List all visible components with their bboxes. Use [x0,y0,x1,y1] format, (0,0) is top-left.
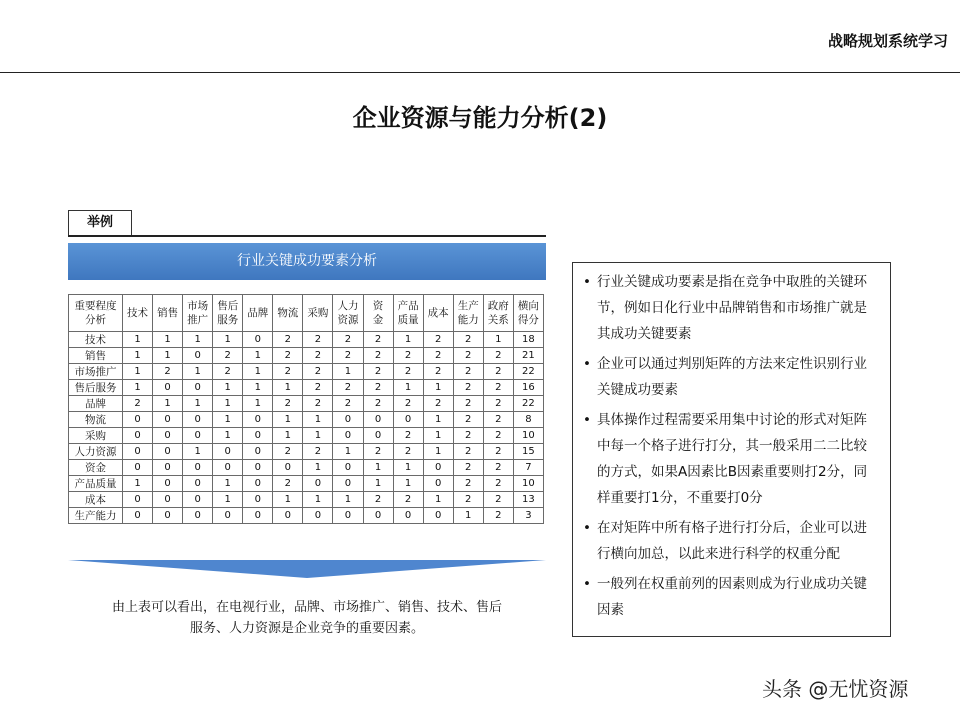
importance-matrix [68,294,544,524]
matrix-cell: 1 [183,364,213,380]
matrix-cell: 2 [213,348,243,364]
matrix-row [69,396,544,412]
matrix-cell: 1 [243,364,273,380]
matrix-cell: 2 [393,444,423,460]
column-header-text: 成本 [427,307,449,319]
bullet-text: 行业关键成功要素是指在竞争中取胜的关键环节，例如日化行业中品牌销售和市场推广就是其成功关键要素 [597,274,867,342]
matrix-cell: 0 [423,460,453,476]
example-tag: 举例 [68,210,132,235]
matrix-cell: 0 [153,428,183,444]
matrix-cell: 2 [453,444,483,460]
matrix-cell: 2 [363,396,393,412]
column-header-text: 销售 [157,307,179,319]
matrix-cell: 2 [273,476,303,492]
column-header-text: 资 [372,300,384,312]
matrix-cell: 2 [453,332,483,348]
matrix-cell: 0 [123,492,153,508]
matrix-cell: 1 [213,396,243,412]
matrix-column-header [513,295,543,332]
matrix-column-header [393,295,423,332]
bullet-dot-icon: • [583,576,591,592]
matrix-cell: 0 [213,460,243,476]
matrix-corner-cell [69,295,123,332]
matrix-cell: 1 [483,332,513,348]
matrix-cell: 2 [123,396,153,412]
explanation-bullet [583,571,880,623]
matrix-cell: 1 [273,428,303,444]
matrix-cell: 2 [483,380,513,396]
matrix-cell: 1 [243,396,273,412]
matrix-cell: 1 [213,332,243,348]
matrix-column-header [303,295,333,332]
corner-line-1: 重要程度 [74,300,117,312]
matrix-cell: 2 [333,396,363,412]
matrix-column-header [453,295,483,332]
matrix-cell: 2 [303,332,333,348]
matrix-cell: 0 [243,332,273,348]
matrix-cell: 2 [393,492,423,508]
matrix-row-label: 采购 [69,428,123,444]
corner-line-2: 分析 [85,314,106,326]
matrix-cell: 1 [153,332,183,348]
header-divider [0,72,960,73]
matrix-cell: 1 [243,380,273,396]
matrix-cell: 2 [303,364,333,380]
matrix-cell: 0 [363,412,393,428]
matrix-cell: 0 [213,444,243,460]
matrix-row [69,492,544,508]
matrix-cell: 2 [483,444,513,460]
matrix-cell: 2 [453,380,483,396]
matrix-cell: 0 [153,508,183,524]
matrix-cell: 1 [303,412,333,428]
matrix-cell: 0 [183,460,213,476]
bullet-text: 具体操作过程需要采用集中讨论的形式对矩阵中每一个格子进行打分，其一般采用二二比较的方式，如果A因素比B因素重要则打2分，同样重要打1分，不重要打0分 [597,412,868,506]
matrix-column-header [273,295,303,332]
matrix-cell: 0 [183,492,213,508]
matrix-cell: 1 [423,380,453,396]
matrix-row [69,460,544,476]
matrix-cell: 1 [183,396,213,412]
column-header-text: 质量 [397,314,419,326]
conclusion-line-2: 服务、人力资源是企业竞争的重要因素。 [189,621,424,636]
matrix-row [69,508,544,524]
matrix-cell: 2 [423,332,453,348]
matrix-cell: 2 [363,348,393,364]
matrix-cell: 1 [303,492,333,508]
matrix-cell: 2 [453,428,483,444]
matrix-cell: 0 [243,412,273,428]
matrix-row [69,412,544,428]
matrix-cell: 2 [483,508,513,524]
matrix-cell: 1 [273,492,303,508]
bullet-dot-icon: • [583,412,591,428]
matrix-cell: 0 [423,508,453,524]
matrix-cell: 0 [393,508,423,524]
matrix-cell: 1 [213,428,243,444]
explanation-bullet [583,269,880,347]
matrix-cell: 2 [483,476,513,492]
matrix-score-cell: 22 [513,396,543,412]
matrix-cell: 0 [243,508,273,524]
matrix-row-label: 生产能力 [69,508,123,524]
column-header-text: 市场 [187,300,209,312]
matrix-column-header [363,295,393,332]
matrix-score-cell: 8 [513,412,543,428]
bullet-text: 企业可以通过判别矩阵的方法来定性识别行业关键成功要素 [597,356,867,398]
bullet-text: 在对矩阵中所有格子进行打分后，企业可以进行横向加总，以此来进行科学的权重分配 [597,520,867,562]
matrix-cell: 1 [213,492,243,508]
matrix-cell: 1 [213,476,243,492]
matrix-cell: 1 [333,444,363,460]
matrix-cell: 0 [183,380,213,396]
matrix-score-cell: 16 [513,380,543,396]
matrix-score-cell: 13 [513,492,543,508]
matrix-column-header [183,295,213,332]
matrix-cell: 0 [363,508,393,524]
matrix-cell: 0 [213,508,243,524]
matrix-cell: 0 [183,348,213,364]
matrix-cell: 2 [303,380,333,396]
matrix-cell: 0 [303,476,333,492]
matrix-cell: 0 [273,508,303,524]
matrix-column-header [243,295,273,332]
column-header-text: 资源 [337,314,359,326]
matrix-cell: 0 [123,444,153,460]
matrix-cell: 1 [273,380,303,396]
matrix-cell: 2 [153,364,183,380]
matrix-score-cell: 10 [513,428,543,444]
matrix-cell: 2 [453,492,483,508]
matrix-cell: 1 [393,476,423,492]
matrix-cell: 2 [483,492,513,508]
matrix-cell: 0 [333,412,363,428]
matrix-row-label: 物流 [69,412,123,428]
matrix-cell: 2 [423,364,453,380]
matrix-row [69,348,544,364]
matrix-cell: 2 [273,332,303,348]
matrix-cell: 2 [363,380,393,396]
column-header-text: 政府 [487,300,509,312]
matrix-cell: 2 [303,444,333,460]
matrix-cell: 0 [273,460,303,476]
matrix-cell: 1 [183,332,213,348]
matrix-cell: 2 [393,348,423,364]
matrix-cell: 0 [303,508,333,524]
matrix-row [69,428,544,444]
column-header-text: 售后 [217,300,239,312]
matrix-cell: 0 [243,460,273,476]
matrix-row-label: 资金 [69,460,123,476]
matrix-cell: 0 [123,412,153,428]
matrix-cell: 2 [483,348,513,364]
matrix-cell: 2 [393,364,423,380]
matrix-cell: 1 [423,412,453,428]
matrix-cell: 2 [273,396,303,412]
matrix-cell: 2 [363,444,393,460]
matrix-cell: 0 [123,508,153,524]
matrix-score-cell: 15 [513,444,543,460]
explanation-bullet [583,407,880,511]
matrix-cell: 1 [123,332,153,348]
page-title: 企业资源与能力分析(2) [352,104,608,132]
matrix-row-label: 售后服务 [69,380,123,396]
matrix-cell: 0 [153,492,183,508]
matrix-column-header [423,295,453,332]
matrix-cell: 0 [333,476,363,492]
matrix-cell: 1 [213,380,243,396]
matrix-row [69,476,544,492]
column-header-text: 推广 [187,314,209,326]
column-header-text: 人力 [337,300,359,312]
matrix-row [69,332,544,348]
matrix-cell: 2 [453,460,483,476]
matrix-cell: 0 [153,460,183,476]
matrix-cell: 0 [333,428,363,444]
matrix-cell: 1 [123,364,153,380]
matrix-cell: 2 [393,396,423,412]
matrix-score-cell: 10 [513,476,543,492]
matrix-column-header [483,295,513,332]
conclusion-text [68,597,546,639]
bullet-dot-icon: • [583,356,591,372]
matrix-cell: 0 [153,412,183,428]
matrix-row [69,380,544,396]
matrix-cell: 2 [453,364,483,380]
matrix-cell: 1 [123,476,153,492]
column-header-text: 生产 [457,300,479,312]
matrix-cell: 1 [123,348,153,364]
matrix-cell: 2 [453,396,483,412]
matrix-score-cell: 21 [513,348,543,364]
matrix-cell: 0 [153,444,183,460]
matrix-cell: 2 [483,412,513,428]
example-tag-underline [68,235,546,237]
matrix-cell: 2 [273,348,303,364]
matrix-row-label: 市场推广 [69,364,123,380]
matrix-cell: 0 [363,428,393,444]
matrix-column-header [333,295,363,332]
matrix-cell: 1 [303,460,333,476]
matrix-cell: 1 [393,380,423,396]
matrix-cell: 0 [153,476,183,492]
matrix-cell: 0 [423,476,453,492]
column-header-text: 得分 [517,314,539,326]
matrix-cell: 1 [363,460,393,476]
matrix-score-cell: 18 [513,332,543,348]
matrix-cell: 1 [453,508,483,524]
matrix-cell: 0 [183,476,213,492]
matrix-cell: 1 [153,396,183,412]
matrix-cell: 2 [303,396,333,412]
matrix-cell: 0 [333,508,363,524]
matrix-cell: 1 [423,492,453,508]
matrix-cell: 1 [423,428,453,444]
bullet-dot-icon: • [583,520,591,536]
matrix-cell: 1 [153,348,183,364]
bullet-dot-icon: • [583,274,591,290]
matrix-row-label: 产品质量 [69,476,123,492]
matrix-cell: 1 [303,428,333,444]
matrix-banner: 行业关键成功要素分析 [68,243,546,280]
watermark: 头条 @无忧资源 [762,677,909,701]
matrix-table-wrap [68,294,546,546]
matrix-row-label: 品牌 [69,396,123,412]
matrix-row-label: 技术 [69,332,123,348]
matrix-row-label: 销售 [69,348,123,364]
column-header-text: 采购 [307,307,329,319]
bullet-text: 一般列在权重前列的因素则成为行业成功关键因素 [597,576,867,618]
column-header-text: 技术 [127,307,149,319]
matrix-cell: 2 [453,348,483,364]
matrix-body [69,332,544,524]
matrix-score-cell: 3 [513,508,543,524]
matrix-cell: 2 [423,348,453,364]
matrix-cell: 0 [183,412,213,428]
explanation-bullet [583,515,880,567]
matrix-score-cell: 22 [513,364,543,380]
matrix-cell: 2 [333,380,363,396]
column-header-text: 品牌 [247,307,269,319]
matrix-cell: 2 [453,412,483,428]
matrix-row-label: 人力资源 [69,444,123,460]
matrix-cell: 2 [363,364,393,380]
matrix-cell: 0 [393,412,423,428]
down-arrow-shape [68,560,546,578]
matrix-cell: 2 [393,428,423,444]
matrix-cell: 0 [243,428,273,444]
matrix-cell: 2 [483,428,513,444]
matrix-cell: 1 [363,476,393,492]
column-header-text: 关系 [487,314,509,326]
explanation-bullet [583,351,880,403]
matrix-cell: 1 [393,332,423,348]
matrix-cell: 2 [423,396,453,412]
matrix-cell: 1 [183,444,213,460]
matrix-row-label: 成本 [69,492,123,508]
conclusion-line-1: 由上表可以看出，在电视行业，品牌、市场推广、销售、技术、售后 [111,600,502,615]
matrix-header-row [69,295,544,332]
matrix-cell: 0 [243,476,273,492]
matrix-cell: 2 [213,364,243,380]
matrix-cell: 2 [483,396,513,412]
matrix-cell: 1 [213,412,243,428]
matrix-cell: 1 [123,380,153,396]
matrix-score-cell: 7 [513,460,543,476]
matrix-cell: 2 [333,332,363,348]
matrix-cell: 0 [243,444,273,460]
matrix-cell: 0 [153,380,183,396]
explanation-list [583,269,880,623]
header-title: 战略规划系统学习 [827,32,948,50]
matrix-cell: 0 [333,460,363,476]
matrix-cell: 2 [483,364,513,380]
column-header-text: 服务 [217,314,239,326]
matrix-cell: 2 [363,332,393,348]
column-header-text: 产品 [397,300,419,312]
matrix-cell: 1 [333,492,363,508]
matrix-row [69,444,544,460]
matrix-cell: 0 [183,508,213,524]
matrix-cell: 0 [183,428,213,444]
matrix-cell: 2 [273,364,303,380]
matrix-cell: 0 [123,460,153,476]
matrix-cell: 1 [423,444,453,460]
column-header-text: 金 [372,314,384,326]
matrix-cell: 0 [243,492,273,508]
matrix-column-header [153,295,183,332]
column-header-text: 物流 [277,307,299,319]
column-header-text: 能力 [457,314,479,326]
matrix-column-header [213,295,243,332]
matrix-cell: 1 [393,460,423,476]
matrix-row [69,364,544,380]
explanation-panel [572,262,891,637]
matrix-cell: 2 [303,348,333,364]
matrix-cell: 2 [453,476,483,492]
matrix-cell: 2 [333,348,363,364]
matrix-cell: 2 [363,492,393,508]
matrix-cell: 2 [483,460,513,476]
matrix-cell: 1 [333,364,363,380]
matrix-cell: 1 [273,412,303,428]
column-header-text: 横向 [517,300,539,312]
matrix-column-header [123,295,153,332]
matrix-cell: 2 [273,444,303,460]
matrix-cell: 1 [243,348,273,364]
matrix-cell: 0 [123,428,153,444]
